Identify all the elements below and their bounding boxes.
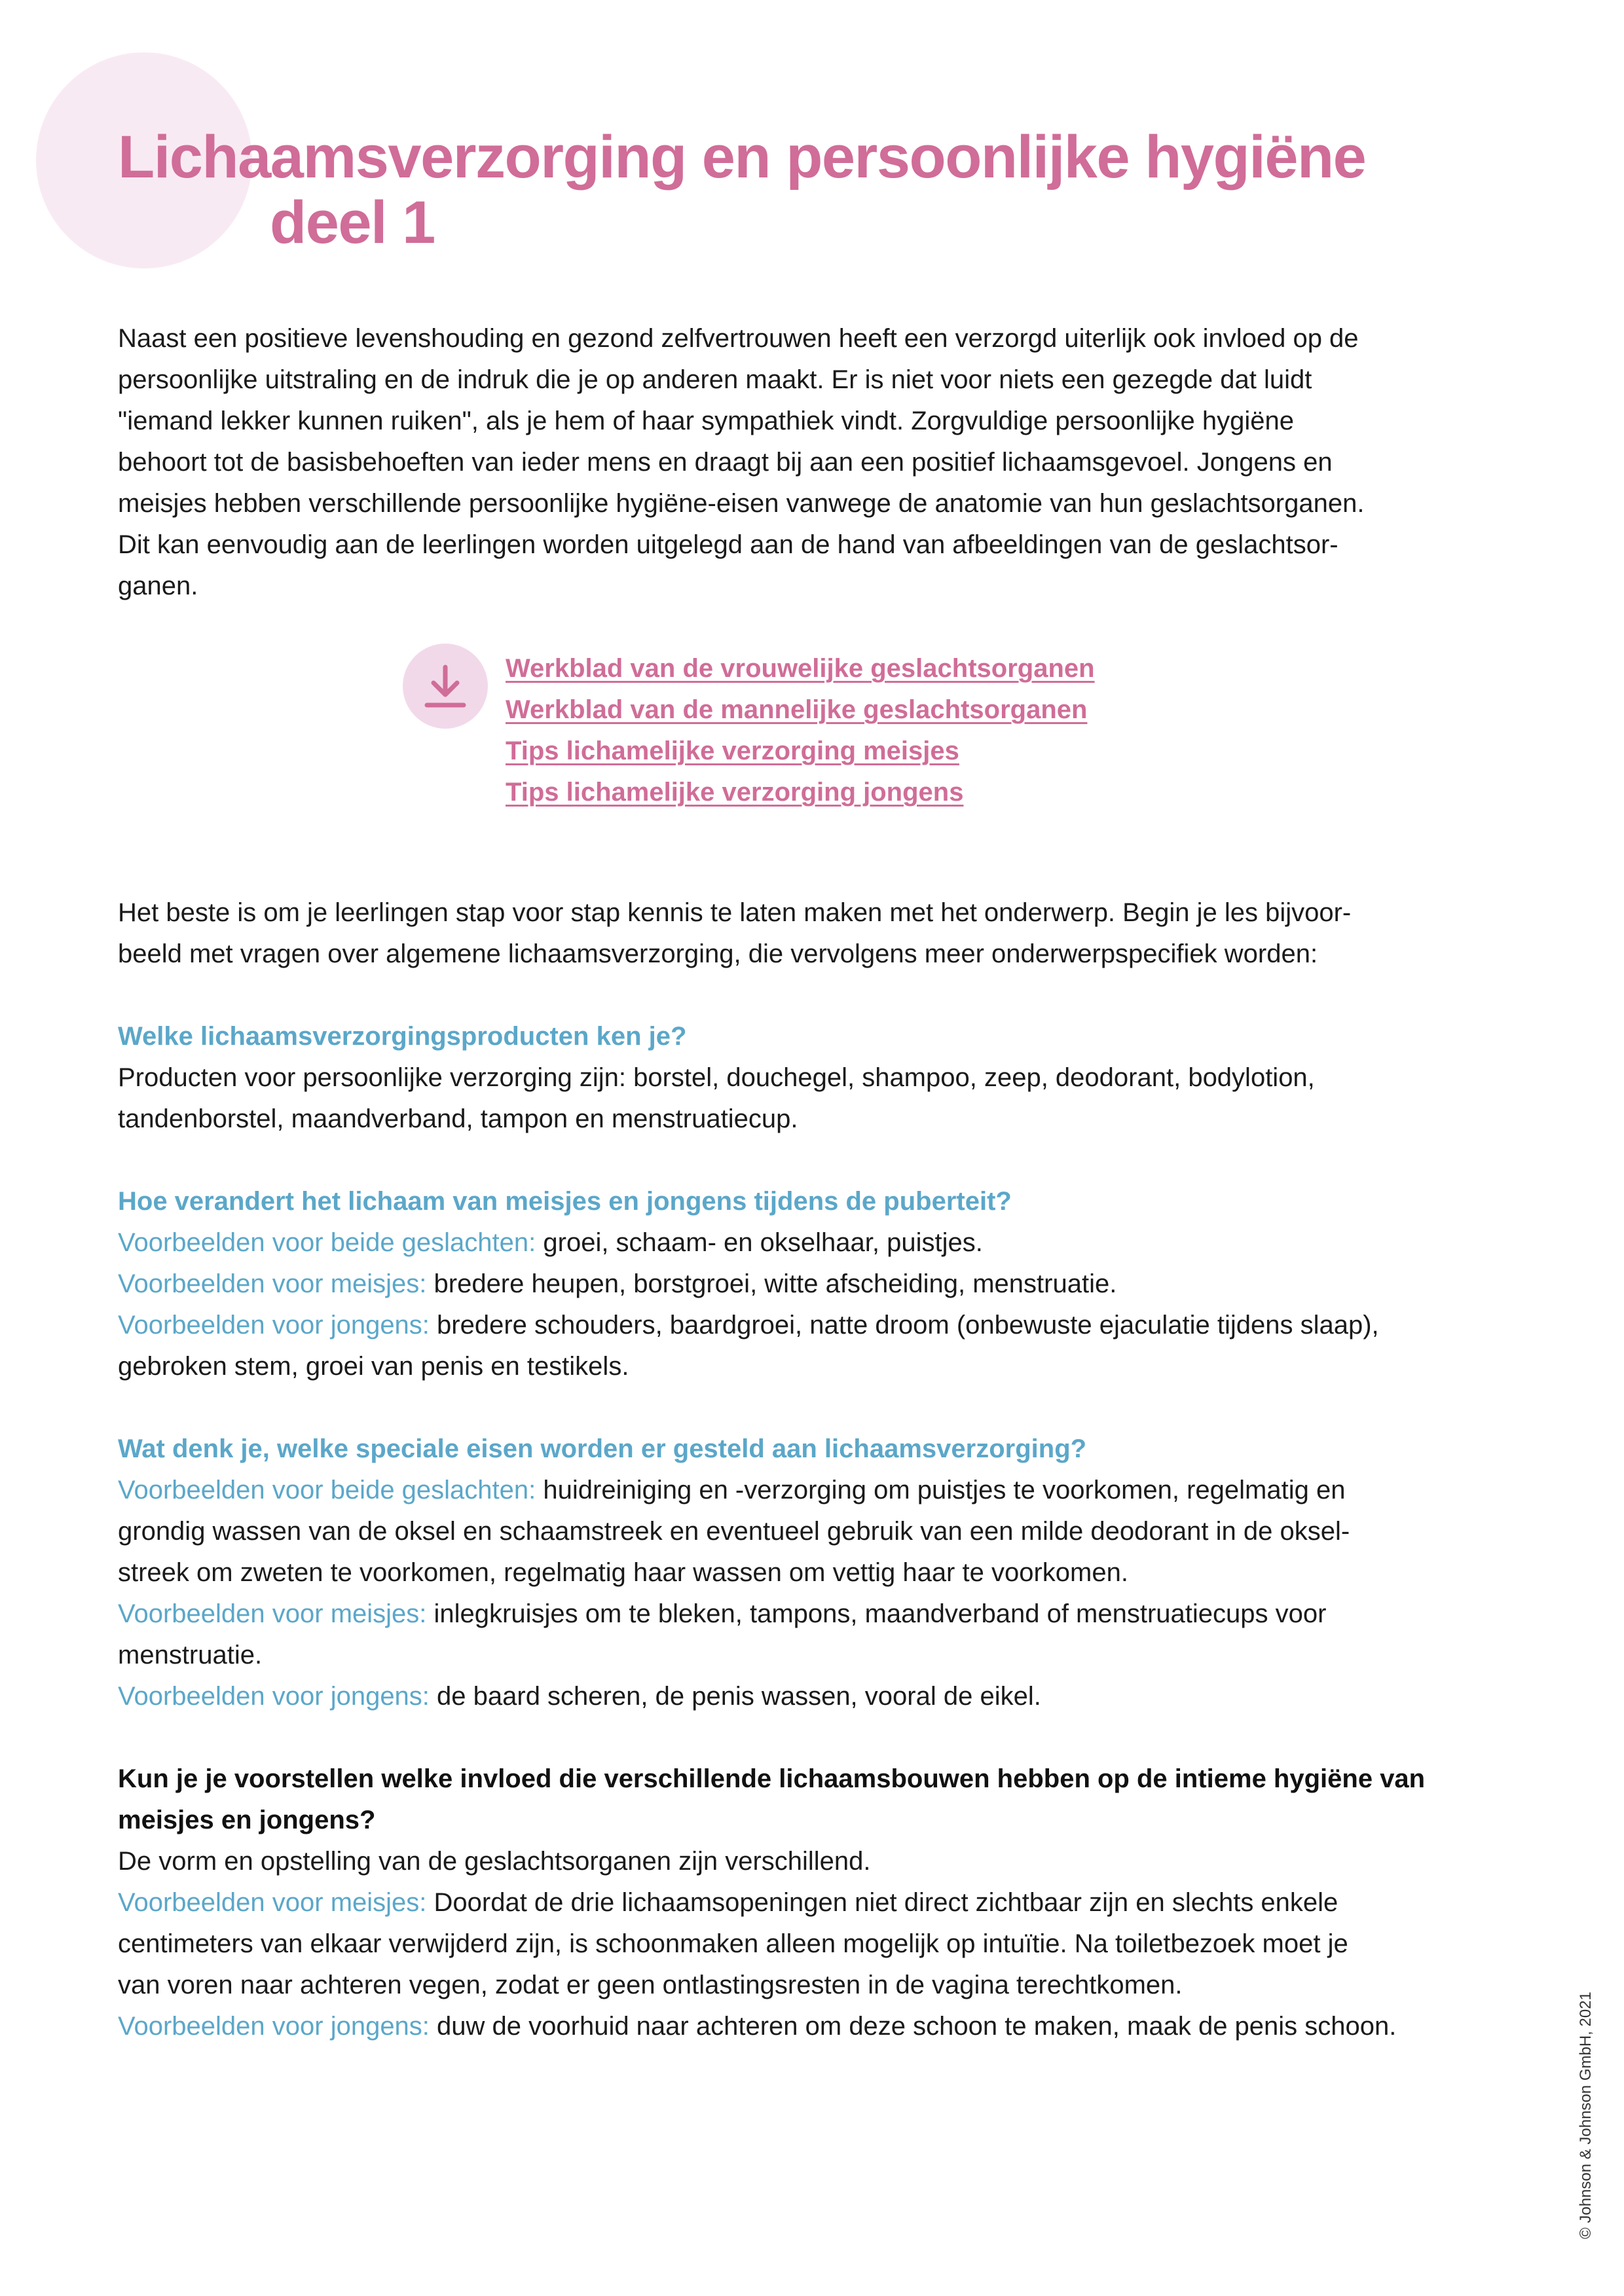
section-heading: Welke lichaamsverzorgingsproducten ken je? [118,1022,687,1051]
link-female-organs-worksheet[interactable]: Werkblad van de vrouwelijke geslachtsorganen [506,654,1095,683]
example-text: bredere schouders, baardgroei, natte droom (onbewuste ejaculatie tijdens slaap), [429,1311,1379,1339]
example-text: duw de voorhuid naar achteren om deze schoon te maken, maak de penis schoon. [429,2012,1397,2041]
text-line: De vorm en opstelling van de geslachtsorganen zijn verschillend. [118,1847,871,1876]
text-line: tandenborstel, maandverband, tampon en menstruatiecup. [118,1104,798,1133]
section-puberty [118,1181,1539,1387]
example-text: de baard scheren, de penis wassen, vooral de eikel. [429,1682,1041,1711]
text-line: "iemand lekker kunnen ruiken", als je hem of haar sympathiek vindt. Zorgvuldige persoonlijke hygiëne [118,407,1295,435]
example-label: Voorbeelden voor jongens: [118,1682,430,1711]
text-line: ganen. [118,572,198,600]
text-line: centimeters van elkaar verwijderd zijn, is schoonmaken alleen mogelijk op intuïtie. Na toiletbezoek moet je [118,1929,1348,1958]
example-text: huidreiniging en -verzorging om puistjes te voorkomen, regelmatig en [536,1476,1346,1504]
example-text: Doordat de drie lichaamsopeningen niet direct zichtbaar zijn en slechts enkele [426,1888,1338,1917]
example-label: Voorbeelden voor meisjes: [118,1269,427,1298]
section-heading: Wat denk je, welke speciale eisen worden er gesteld aan lichaamsverzorging? [118,1434,1087,1463]
text-line: gebroken stem, groei van penis en testikels. [118,1352,629,1381]
text-line: Producten voor persoonlijke verzorging zijn: borstel, douchegel, shampoo, zeep, deodorant, bodylotion, [118,1063,1315,1092]
example-line [118,1264,1539,1305]
example-label: Voorbeelden voor jongens: [118,2012,430,2041]
page-title [118,124,1365,255]
text-line: Dit kan eenvoudig aan de leerlingen worden uitgelegd aan de hand van afbeeldingen van de geslachtsor- [118,530,1338,559]
example-label: Voorbeelden voor jongens: [118,1311,430,1339]
text-line: beeld met vragen over algemene lichaamsverzorging, die vervolgens meer onderwerpspecifiek worden: [118,939,1318,968]
section-heading: Hoe verandert het lichaam van meisjes en jongens tijdens de puberteit? [118,1187,1012,1216]
example-line [118,1882,1539,1923]
section-special-requirements [118,1429,1539,1717]
link-tips-boys[interactable]: Tips lichamelijke verzorging jongens [506,778,964,807]
example-text: bredere heupen, borstgroei, witte afscheiding, menstruatie. [426,1269,1117,1298]
example-text: groei, schaam- en okselhaar, puistjes. [536,1228,983,1257]
example-line [118,1470,1539,1511]
example-text: inlegkruisjes om te bleken, tampons, maandverband of menstruatiecups voor [426,1599,1327,1628]
example-line [118,1676,1539,1717]
text-line: behoort tot de basisbehoeften van ieder mens en draagt bij aan een positief lichaamsgevoel. Jongens en [118,448,1333,477]
section-heading: Kun je je voorstellen welke invloed die verschillende lichaamsbouwen hebben op de intieme hygiëne van [118,1764,1426,1793]
example-label: Voorbeelden voor meisjes: [118,1599,427,1628]
download-links [506,648,1095,813]
text-line: menstruatie. [118,1641,263,1669]
link-tips-girls[interactable]: Tips lichamelijke verzorging meisjes [506,737,959,765]
section-products [118,1016,1539,1140]
link-male-organs-worksheet[interactable]: Werkblad van de mannelijke geslachtsorganen [506,695,1088,724]
example-line [118,1305,1539,1346]
text-line: grondig wassen van de oksel en schaamstreek en eventueel gebruik van een milde deodorant in de oksel- [118,1517,1350,1546]
title-line-2: deel 1 [270,189,435,256]
title-line-1: Lichaamsverzorging en persoonlijke hygiëne [118,124,1366,191]
text-line: van voren naar achteren vegen, zodat er geen ontlastingsresten in de vagina terechtkomen. [118,1971,1183,1999]
text-line: persoonlijke uitstraling en de indruk die je op anderen maakt. Er is niet voor niets een gezegde dat luidt [118,365,1312,394]
text-line: streek om zweten te voorkomen, regelmatig haar wassen om vettig haar te voorkomen. [118,1558,1128,1587]
download-badge[interactable] [403,644,488,729]
intro-paragraph [118,318,1539,607]
example-label: Voorbeelden voor beide geslachten: [118,1228,536,1257]
text-line: meisjes hebben verschillende persoonlijke hygiëne-eisen vanwege de anatomie van hun geslachtsorganen. [118,489,1365,518]
example-line [118,1222,1539,1264]
section-intimate-hygiene [118,1758,1539,2047]
section-heading-cont: meisjes en jongens? [118,1806,376,1834]
approach-paragraph [118,892,1539,975]
text-line: Naast een positieve levenshouding en gezond zelfvertrouwen heeft een verzorgd uiterlijk ook invloed op de [118,324,1359,353]
example-label: Voorbeelden voor beide geslachten: [118,1476,536,1504]
download-icon [424,663,466,709]
copyright-notice: © Johnson & Johnson GmbH, 2021 [1577,1992,1595,2239]
text-line: Het beste is om je leerlingen stap voor stap kennis te laten maken met het onderwerp. Begin je les bijvoor- [118,898,1352,927]
example-line [118,1594,1539,1635]
example-label: Voorbeelden voor meisjes: [118,1888,427,1917]
example-line [118,2006,1539,2047]
